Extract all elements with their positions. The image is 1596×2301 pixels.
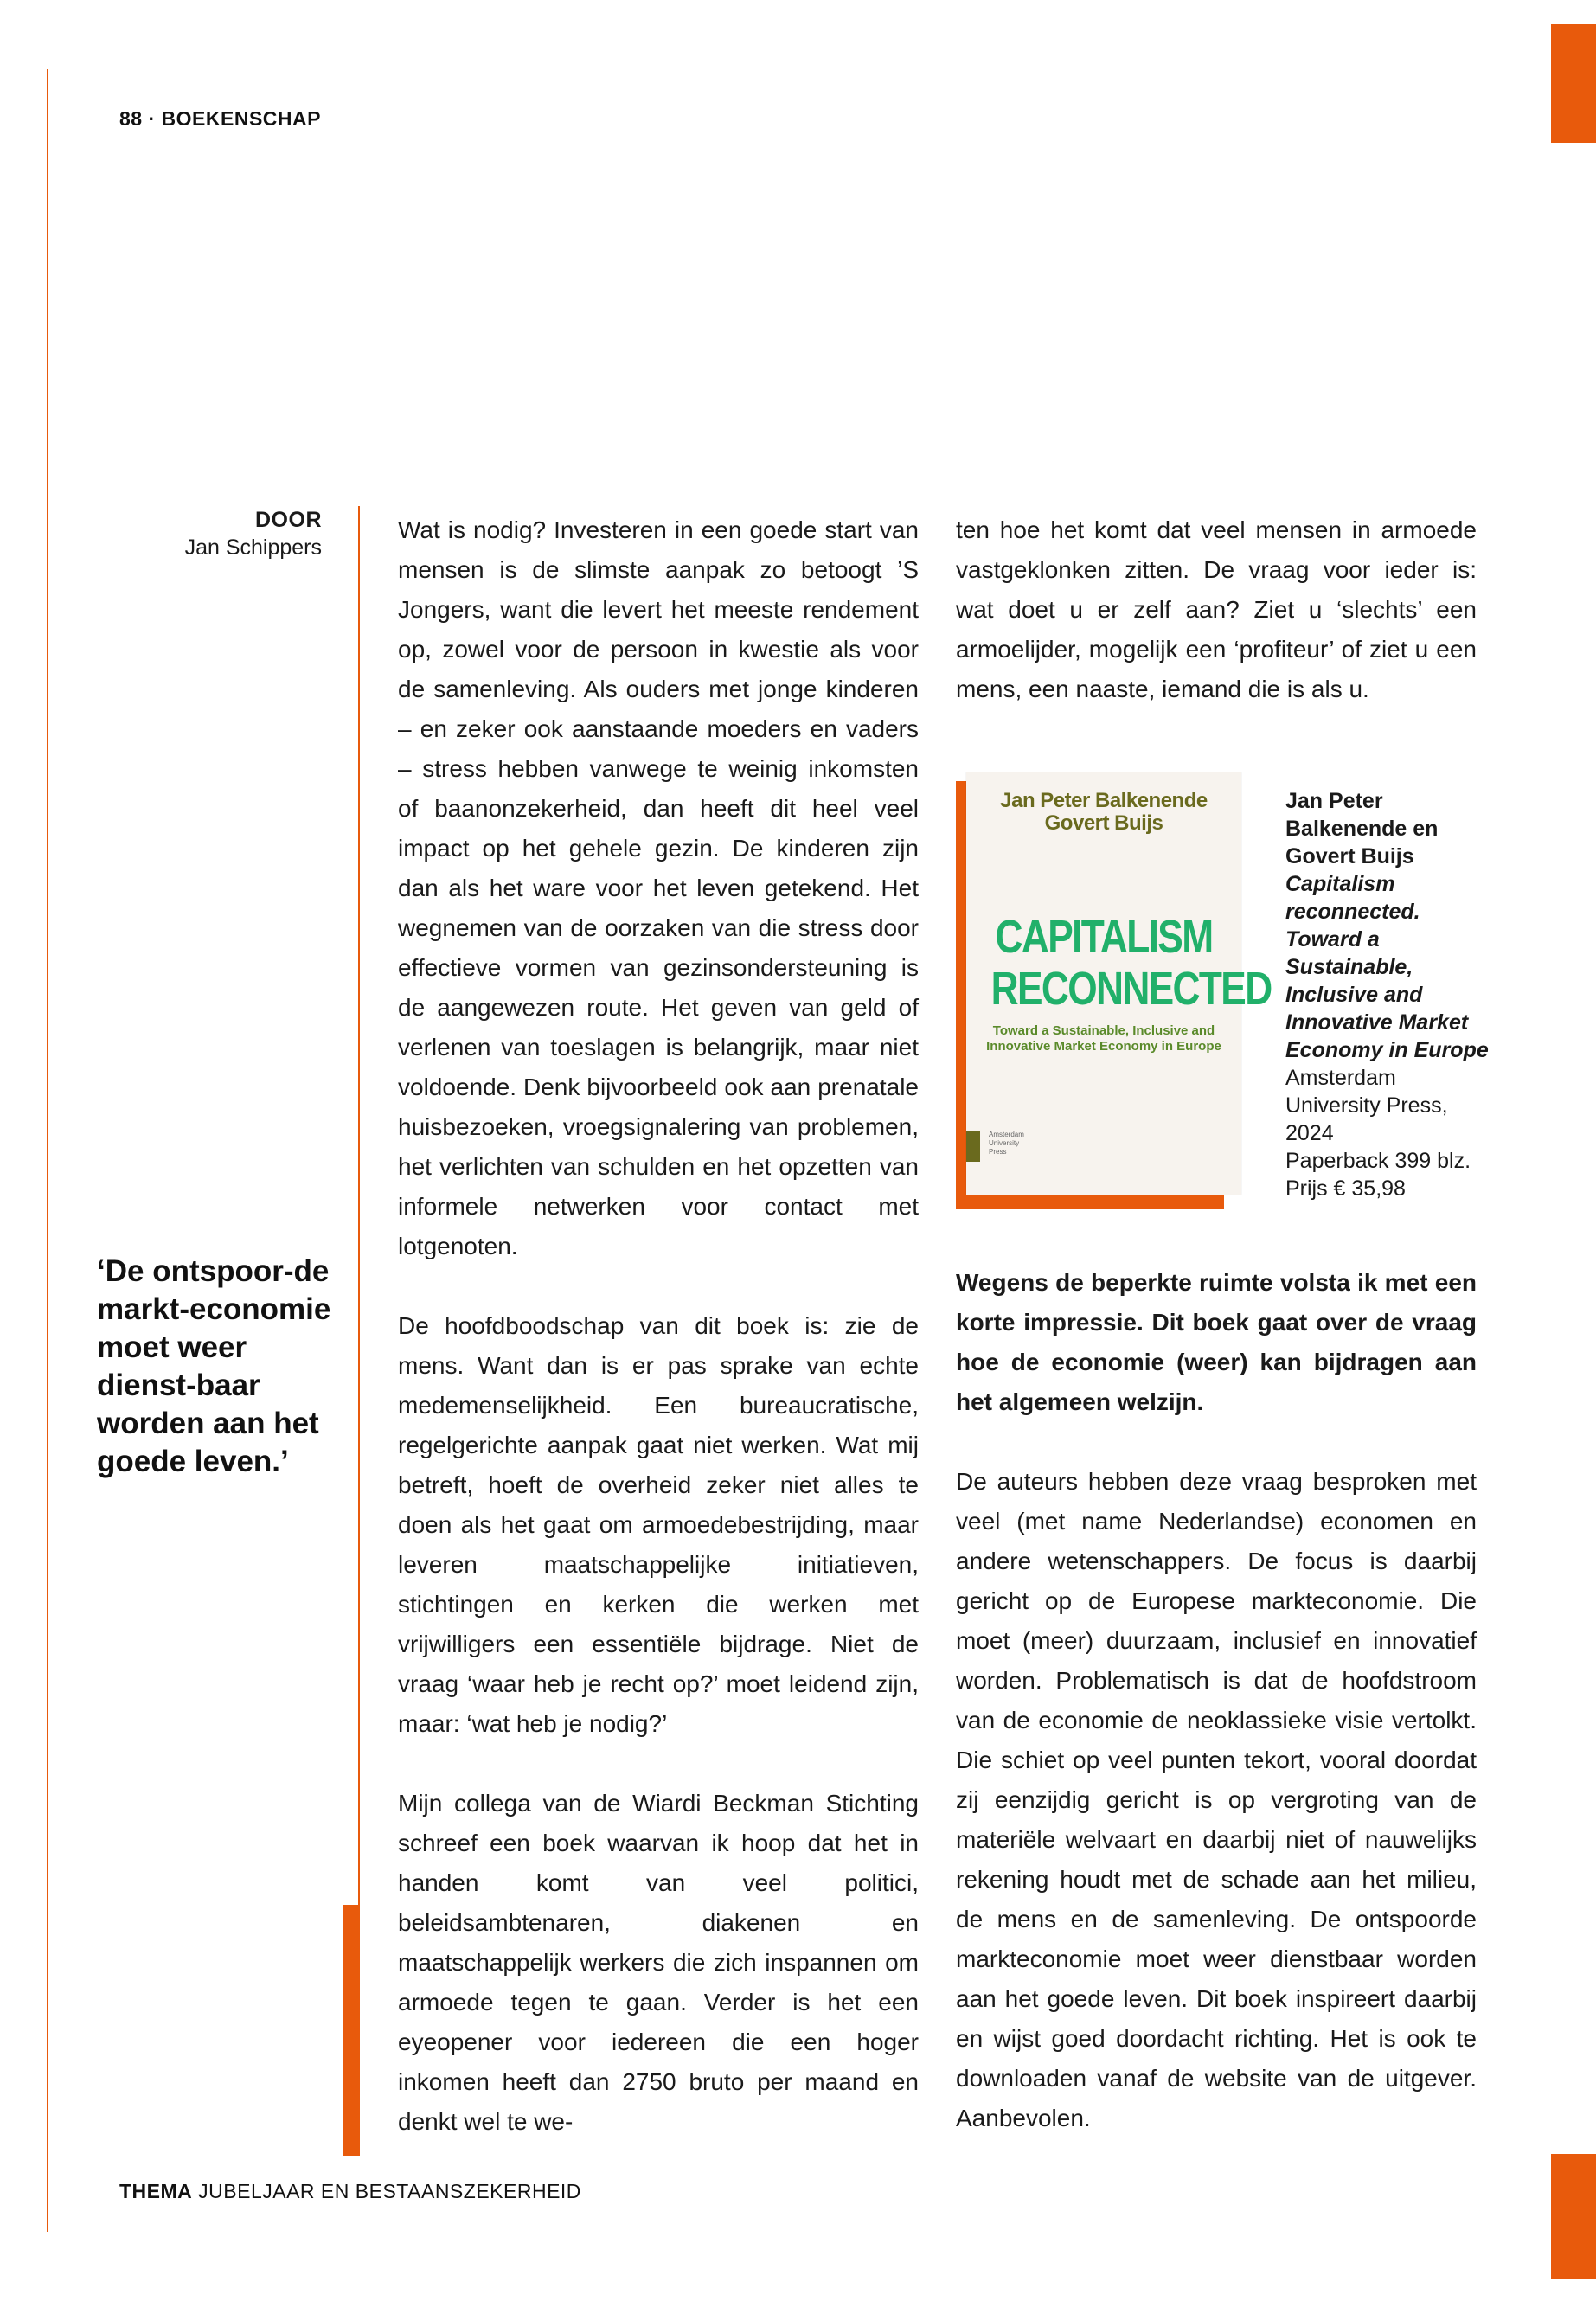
- page-header: [119, 107, 321, 131]
- book-cover-subtitle-2: Innovative Market Economy in Europe: [986, 1039, 1221, 1054]
- book-cover-authors: [966, 790, 1241, 835]
- book-publisher: Amsterdam University Press, 2024: [1285, 1066, 1448, 1145]
- paragraph-continued: ten hoe het komt dat veel mensen in armoede vastgeklonken zitten. De vraag voor ieder is: wat doet u er zelf aan? Ziet u ‘slechts’ een armoelijder, mogelijk een ‘profiteur’ of ziet u een mens, een naaste, iemand die is als u.: [956, 516, 1477, 702]
- pull-quote: ‘De ontspoor-de markt-economie moet weer dienst-baar worden aan het goede leven.’: [97, 1254, 331, 1478]
- article-column-1: [398, 510, 919, 2182]
- left-margin-rule: [47, 69, 48, 2232]
- page-edge-tab-bottom: [1551, 2154, 1596, 2279]
- byline-author: Jan Schippers: [184, 535, 322, 560]
- book-cover-author-1: Jan Peter Balkenende: [1000, 789, 1208, 812]
- page-number: 88: [119, 107, 143, 130]
- book-cover-publisher-3: Press: [989, 1148, 1007, 1156]
- column-divider-rule: [358, 506, 360, 1912]
- page-footer: [119, 2180, 581, 2203]
- footer-theme-label: THEMA: [119, 2180, 193, 2202]
- book-cover-publisher: [989, 1131, 1024, 1157]
- book-price: Prijs € 35,98: [1285, 1176, 1406, 1201]
- book-authors: Jan Peter Balkenende en Govert Buijs: [1285, 789, 1439, 868]
- book-cover-author-2: Govert Buijs: [1044, 811, 1163, 835]
- publisher-logo: [966, 1131, 980, 1162]
- paragraph: Mijn collega van de Wiardi Beckman Stichting schreef een boek waarvan ik hoop dat het in handen komt van veel politici, beleidsambtenaren, diakenen en maatschappelijk werkers die zich inspannen om armoede tegen te gaan. Verder is het een eyeopener voor iedereen die een hoger inkomen heeft dan 2750 bruto per maand en denkt wel te we-: [398, 1790, 919, 2135]
- paragraph: De auteurs hebben deze vraag besproken met veel (met name Nederlandse) economen en andere wetenschappers. De focus is daarbij gericht op de Europese markteconomie. Die moet (meer) duurzaam, inclusief en innovatief worden. Problematisch is dat de hoofdstroom van de economie de neoklassieke visie vertolkt. Die schiet op veel punten tekort, vooral doordat zij eenzijdig gericht is op vergroting van de materiële welvaart en daarbij niet of nauwelijks rekening houdt met de schade aan het milieu, de mens en de samenleving. De ontspoorde markteconomie moet weer dienstbaar worden aan het goede leven. Dit boek inspireert daarbij en wijst goed doordacht richting. Het is ook te downloaden vanaf de website van de uitgever. Aanbevolen.: [956, 1468, 1477, 2131]
- book-cover-publisher-1: Amsterdam: [989, 1131, 1024, 1138]
- book-format: Paperback 399 blz.: [1285, 1149, 1471, 1173]
- article-column-2: [956, 510, 1477, 2178]
- book-cover: [966, 772, 1272, 1195]
- book-title: Capitalism reconnected. Toward a Sustainable, Inclusive and Innovative Market Economy in Europe: [1285, 872, 1489, 1062]
- paragraph: De hoofdboodschap van dit boek is: zie de mens. Want dan is er pas sprake van echte medemenselijkheid. Een bureaucratische, regelgerichte aanpak gaat niet werken. Wat mij betreft, hoeft de overheid zeker niet alles te doen als het gaat om armoedebestrijding, maar leveren maatschappelijke initiatieven, stichtingen en kerken die werken met vrijwilligers een essentiële bijdrage. Niet de vraag ‘waar heb je recht op?’ moet leidend zijn, maar: ‘wat heb je nodig?’: [398, 1312, 919, 1737]
- paragraph: Wat is nodig? Investeren in een goede start van mensen is de slimste aanpak zo betoogt ’S Jongers, want die levert het meeste rendement op, zowel voor de persoon in kwestie als voor de samenleving. Als ouders met jonge kinderen – en zeker ook aanstaande moeders en vaders – stress hebben vanwege te weinig inkomsten of baanonzekerheid, dan heeft dit heel veel impact op het gehele gezin. De kinderen zijn dan als het ware voor het leven getekend. Het wegnemen van de oorzaken van die stress door effectieve vormen van gezinsondersteuning is de aangewezen route. Het geven van geld of verlenen van toeslagen is belangrijk, maar niet voldoende. Denk bijvoorbeeld ook aan prenatale huisbezoeken, vroegsignalering van problemen, het verlichten van schulden en het opzetten van informele netwerken voor contact met lotgenoten.: [398, 516, 919, 1259]
- byline: [185, 506, 322, 561]
- book-cover-title: [990, 911, 1272, 1015]
- section-title: BOEKENSCHAP: [161, 107, 321, 130]
- footer-theme-title: JUBELJAAR EN BESTAANSZEKERHEID: [198, 2180, 581, 2202]
- book-cover-subtitle-1: Toward a Sustainable, Inclusive and: [992, 1023, 1215, 1038]
- book-cover-title-2: RECONNECTED: [990, 963, 1272, 1015]
- book-details: [1285, 787, 1493, 1202]
- header-separator: ·: [148, 107, 156, 130]
- book-cover-image: [956, 772, 1272, 1209]
- book-cover-publisher-2: University: [989, 1139, 1020, 1147]
- book-cover-subtitle: [966, 1023, 1241, 1054]
- page-edge-tab-top: [1551, 24, 1596, 143]
- accent-bar: [343, 1905, 360, 2156]
- lead-paragraph: Wegens de beperkte ruimte volsta ik met een korte impressie. Dit boek gaat over de vraag hoe de economie (weer) kan bijdragen aan het algemeen welzijn.: [956, 1269, 1477, 1415]
- byline-label: DOOR: [255, 508, 322, 532]
- book-cover-title-1: CAPITALISM: [995, 911, 1213, 963]
